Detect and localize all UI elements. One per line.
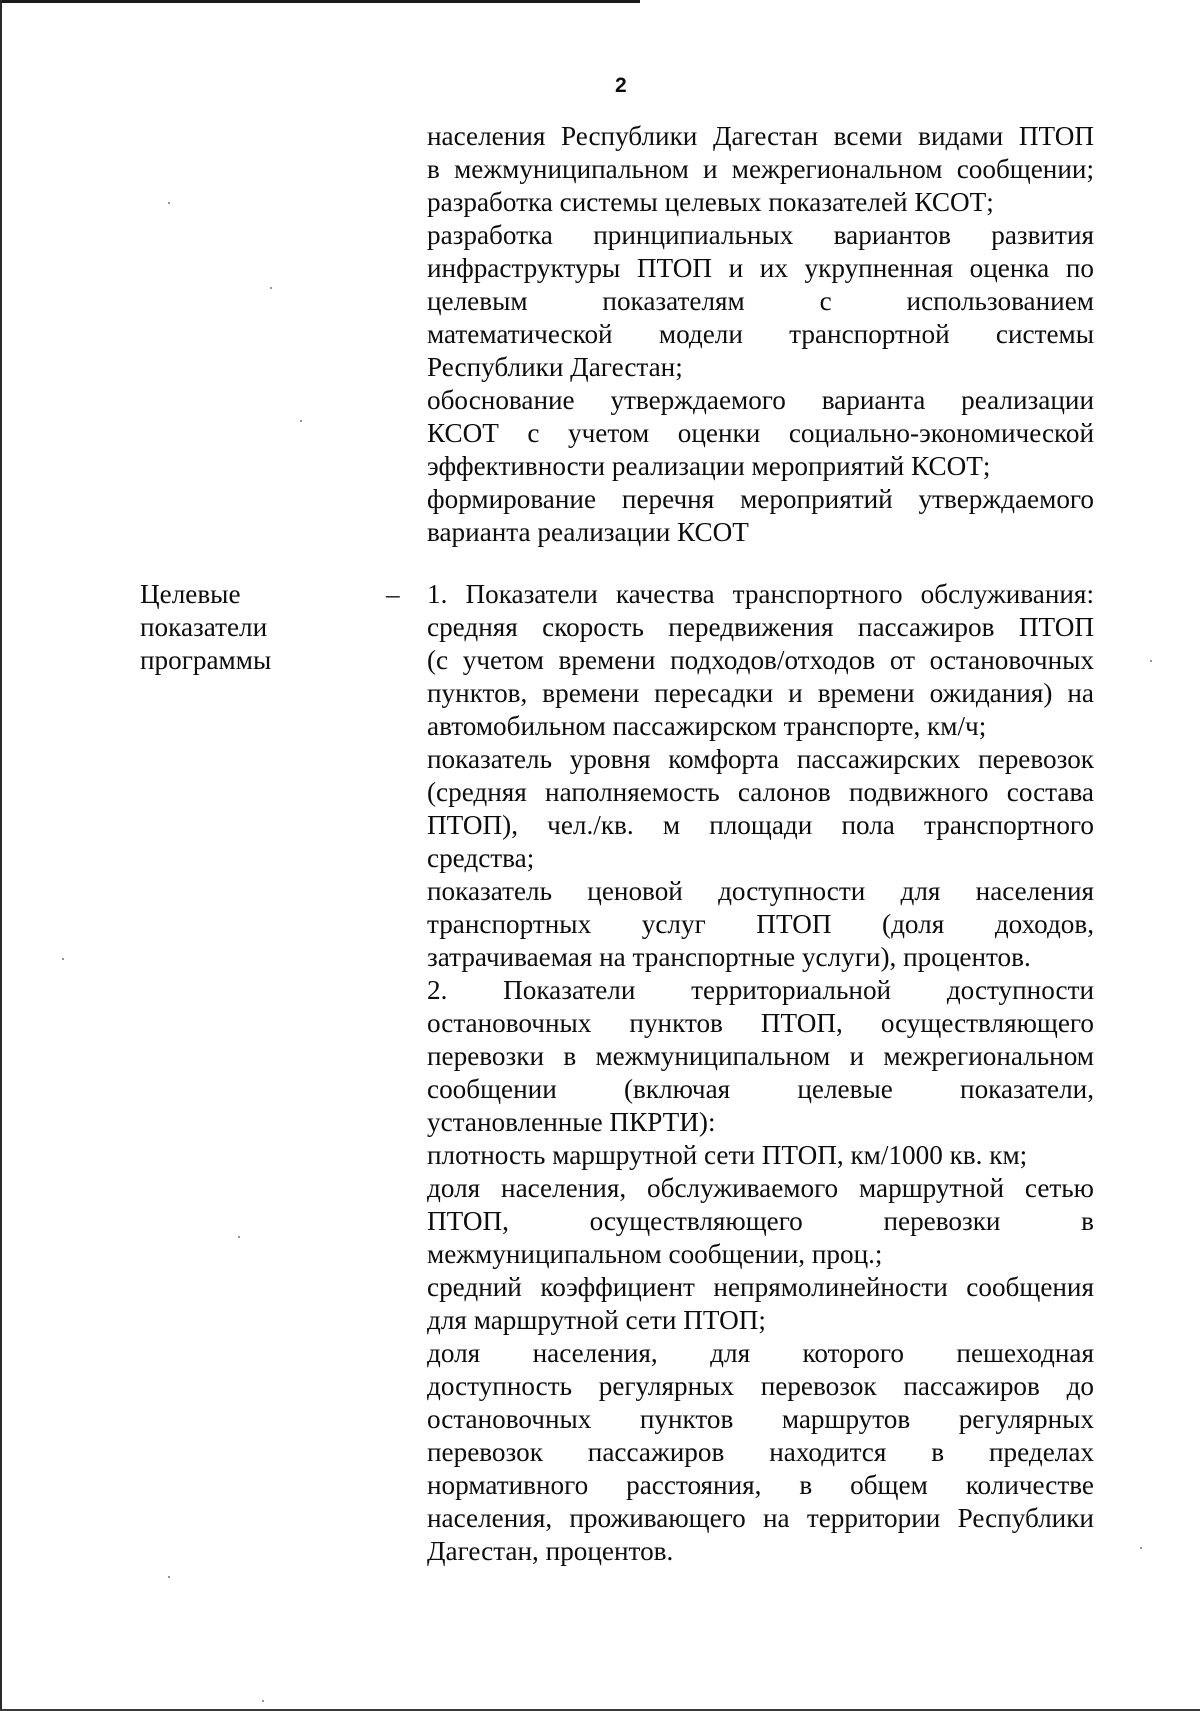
text-line: обоснование утверждаемого варианта реализации	[427, 385, 1094, 415]
text-line: Дагестан, процентов.	[427, 1536, 674, 1566]
text-line: варианта реализации КСОТ	[427, 517, 749, 547]
label-line: программы	[140, 645, 272, 675]
text-line: установленные ПКРТИ):	[427, 1107, 716, 1137]
text-line: автомобильном пассажирском транспорте, км/ч;	[427, 711, 987, 741]
scan-speck	[1140, 1547, 1142, 1549]
scan-speck	[270, 287, 272, 289]
scan-speck	[300, 420, 302, 422]
text-line: КСОТ с учетом оценки социально-экономической	[427, 418, 1094, 448]
text-line: населения, проживающего на территории Республики	[427, 1503, 1094, 1533]
text-line: остановочных пунктов ПТОП, осуществляющего	[427, 1008, 1094, 1038]
text-line: в межмуниципальном и межрегиональном сообщении;	[427, 154, 1094, 184]
target-indicators-text	[427, 578, 1094, 1568]
text-line: остановочных пунктов маршрутов регулярных	[427, 1404, 1094, 1434]
scan-speck	[262, 1700, 264, 1702]
text-line: Республики Дагестан;	[427, 352, 683, 382]
intro-text	[427, 120, 1094, 549]
text-line: 2. Показатели территориальной доступности	[427, 975, 1094, 1005]
text-line: населения Республики Дагестан всеми видами ПТОП	[427, 121, 1094, 151]
text-line: формирование перечня мероприятий утверждаемого	[427, 484, 1094, 514]
text-line: средняя скорость передвижения пассажиров ПТОП	[427, 612, 1094, 642]
label-line: Целевые	[140, 579, 241, 609]
text-line: инфраструктуры ПТОП и их укрупненная оценка по	[427, 253, 1094, 283]
scan-edge-left	[0, 0, 2, 1711]
text-line: плотность маршрутной сети ПТОП, км/1000 кв. км;	[427, 1140, 1028, 1170]
text-line: 1. Показатели качества транспортного обслуживания:	[427, 579, 1094, 609]
text-line: доля населения, для которого пешеходная	[427, 1338, 1094, 1368]
text-line: средства;	[427, 843, 535, 873]
label-dash: –	[386, 579, 400, 609]
text-line: разработка системы целевых показателей КСОТ;	[427, 187, 994, 217]
text-line: транспортных услуг ПТОП (доля доходов,	[427, 909, 1094, 939]
text-line: межмуниципальном сообщении, проц.;	[427, 1239, 883, 1269]
text-line: для маршрутной сети ПТОП;	[427, 1305, 766, 1335]
text-line: доля населения, обслуживаемого маршрутной сетью	[427, 1173, 1094, 1203]
text-line: показатель ценовой доступности для населения	[427, 876, 1094, 906]
text-line: разработка принципиальных вариантов развития	[427, 220, 1094, 250]
text-line: эффективности реализации мероприятий КСОТ;	[427, 451, 991, 481]
text-line: ПТОП, осуществляющего перевозки в	[427, 1206, 1094, 1236]
text-line: доступность регулярных перевозок пассажиров до	[427, 1371, 1094, 1401]
text-line: показатель уровня комфорта пассажирских перевозок	[427, 744, 1094, 774]
text-line: целевым показателям с использованием	[427, 286, 1094, 316]
text-line: затрачиваемая на транспортные услуги), процентов.	[427, 942, 1031, 972]
scan-speck	[168, 202, 170, 204]
text-line: (средняя наполняемость салонов подвижного состава	[427, 777, 1094, 807]
text-line: ПТОП), чел./кв. м площади пола транспортного	[427, 810, 1094, 840]
scan-speck	[168, 1576, 170, 1578]
text-line: пунктов, времени пересадки и времени ожидания) на	[427, 678, 1094, 708]
scan-speck	[62, 958, 64, 960]
scan-speck	[1150, 660, 1152, 662]
label-line: показатели	[140, 612, 268, 642]
text-line: перевозок пассажиров находится в пределах	[427, 1437, 1094, 1467]
page-number: 2	[615, 74, 627, 97]
text-line: нормативного расстояния, в общем количестве	[427, 1470, 1094, 1500]
text-line: сообщении (включая целевые показатели,	[427, 1074, 1094, 1104]
target-indicators-label	[140, 578, 271, 677]
scan-speck	[238, 1236, 240, 1238]
scan-edge-top	[0, 0, 640, 3]
text-line: (с учетом времени подходов/отходов от остановочных	[427, 645, 1094, 675]
text-line: математической модели транспортной системы	[427, 319, 1094, 349]
text-line: перевозки в межмуниципальном и межрегиональном	[427, 1041, 1094, 1071]
text-line: средний коэффициент непрямолинейности сообщения	[427, 1272, 1094, 1302]
